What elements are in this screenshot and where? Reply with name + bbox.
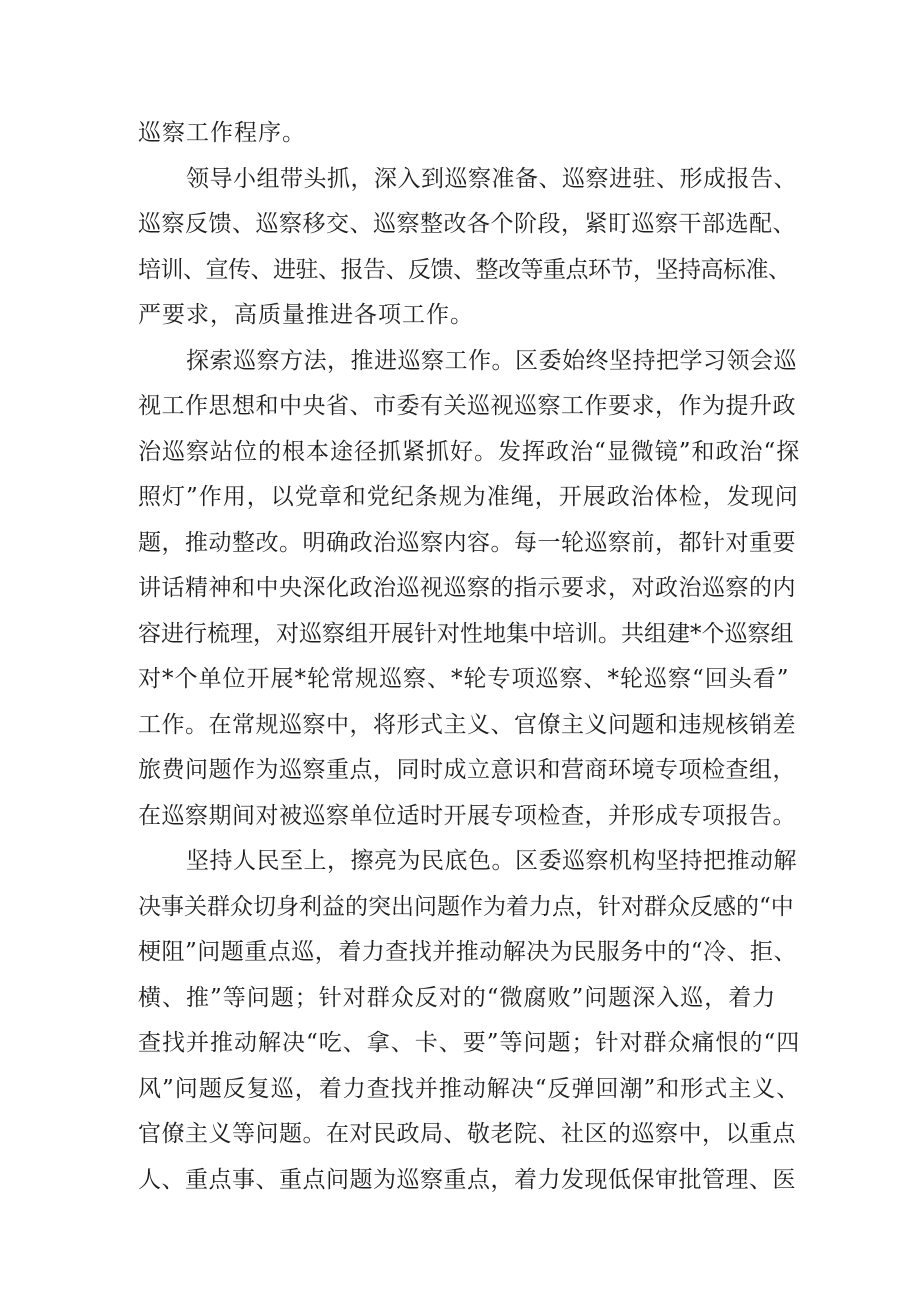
text-line: 视工作思想和中央省、市委有关巡视巡察工作要求，作为提升政 bbox=[138, 393, 796, 419]
text-line: 领导小组带头抓，深入到巡察准备、巡察进驻、形成报告、 bbox=[186, 166, 797, 192]
text-line: 照灯”作用，以党章和党纪条规为准绳，开展政治体检，发现问 bbox=[138, 484, 799, 510]
text-line: 治巡察站位的根本途径抓紧抓好。发挥政治“显微镜”和政治“探 bbox=[138, 439, 801, 465]
text-line: 旅费问题作为巡察重点，同时成立意识和营商环境专项检查组， bbox=[138, 757, 796, 783]
text-line: 在巡察期间对被巡察单位适时开展专项检查，并形成专项报告。 bbox=[138, 803, 796, 829]
text-line: 讲话精神和中央深化政治巡视巡察的指示要求，对政治巡察的内 bbox=[138, 575, 796, 601]
text-line: 巡察工作程序。 bbox=[138, 120, 306, 146]
text-line: 坚持人民至上，擦亮为民底色。区委巡察机构坚持把推动解 bbox=[186, 848, 797, 874]
text-line: 决事关群众切身利益的突出问题作为着力点，针对群众反感的“中 bbox=[138, 894, 794, 920]
text-line: 工作。在常规巡察中，将形式主义、官僚主义问题和违规核销差 bbox=[138, 712, 796, 738]
text-line: 题，推动整改。明确政治巡察内容。每一轮巡察前，都针对重要 bbox=[138, 530, 796, 556]
text-line: 人、重点事、重点问题为巡察重点，着力发现低保审批管理、医 bbox=[138, 1167, 796, 1193]
text-line: 查找并推动解决“吃、拿、卡、要”等问题；针对群众痛恨的“四 bbox=[138, 1030, 801, 1056]
text-line: 对*个单位开展*轮常规巡察、*轮专项巡察、*轮巡察“回头看” bbox=[138, 666, 790, 692]
text-line: 横、推”等问题；针对群众反对的“微腐败”问题深入巡，着力 bbox=[138, 985, 777, 1011]
text-line: 巡察反馈、巡察移交、巡察整改各个阶段，紧盯巡察干部选配、 bbox=[138, 211, 796, 237]
text-line: 风”问题反复巡，着力查找并推动解决“反弹回潮”和形式主义、 bbox=[138, 1076, 801, 1102]
text-line: 官僚主义等问题。在对民政局、敬老院、社区的巡察中，以重点 bbox=[138, 1121, 796, 1147]
text-line: 探索巡察方法，推进巡察工作。区委始终坚持把学习领会巡 bbox=[186, 348, 797, 374]
text-line: 培训、宣传、进驻、报告、反馈、整改等重点环节，坚持高标准、 bbox=[138, 257, 791, 283]
text-line: 梗阻”问题重点巡，着力查找并推动解决为民服务中的“冷、拒、 bbox=[138, 939, 798, 965]
text-line: 容进行梳理，对巡察组开展针对性地集中培训。共组建*个巡察组 bbox=[138, 621, 794, 647]
text-line: 严要求，高质量推进各项工作。 bbox=[138, 302, 474, 328]
